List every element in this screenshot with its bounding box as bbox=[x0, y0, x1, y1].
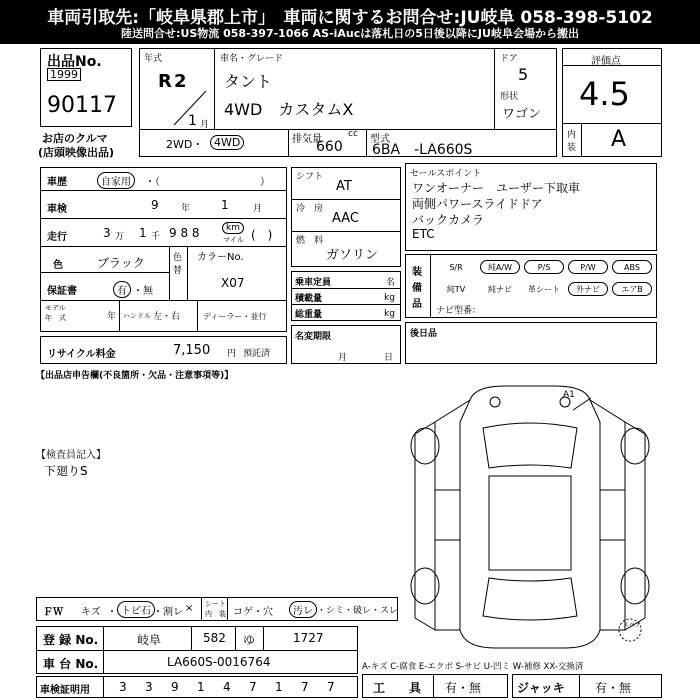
certificate-digit: 7 bbox=[249, 680, 257, 694]
equipment-box bbox=[405, 254, 657, 318]
fw-dot: ・ bbox=[153, 607, 163, 618]
equipment-item: 純TV bbox=[446, 285, 466, 294]
divider bbox=[292, 288, 400, 289]
model-code: 6BA -LA660S bbox=[372, 142, 473, 158]
shape-value: ワゴン bbox=[502, 107, 542, 122]
color-change-label: 色 bbox=[173, 253, 183, 263]
after-items-label: 後日品 bbox=[410, 329, 438, 339]
fw-item-crack: 割レ bbox=[163, 607, 183, 618]
score-box bbox=[562, 48, 662, 157]
model-year-label-2: 年 式 bbox=[45, 314, 66, 322]
tools-label: 工 具 bbox=[373, 681, 422, 695]
jack-value: 有・無 bbox=[595, 681, 632, 695]
vehicle-info-box bbox=[139, 48, 557, 130]
inspection-month: 1 bbox=[221, 198, 229, 212]
mileage-man: 3 bbox=[103, 226, 111, 240]
pickup-contact-line: 車両引取先:「岐阜県郡上市」 車両に関するお問合せ:JU岐阜 058-398-5102 bbox=[47, 8, 653, 28]
transport-contact-line: 陸送問合せ:US物流 058-397-1066 AS-iAucは落札日の5日後以降にJU岐阜会場から搬出 bbox=[121, 27, 579, 40]
divider bbox=[41, 190, 286, 191]
car-name: タント bbox=[224, 72, 273, 91]
drive-row bbox=[139, 129, 557, 157]
divider bbox=[169, 246, 170, 300]
model-year: 2 bbox=[174, 71, 187, 92]
model-year-unit: 年 bbox=[107, 312, 117, 322]
mileage-man-unit: 万 bbox=[115, 232, 125, 242]
score-label: 評価点 bbox=[591, 56, 621, 67]
mileage-label: 走行 bbox=[47, 232, 67, 243]
divider bbox=[292, 199, 400, 200]
certificate-digit: 1 bbox=[275, 680, 283, 694]
divider bbox=[494, 49, 495, 129]
equipment-item: 外ナビ bbox=[568, 282, 608, 296]
jack-label: ジャッキ bbox=[517, 681, 565, 695]
divider bbox=[201, 598, 202, 620]
sheet-label-2: 内 装 bbox=[205, 610, 226, 618]
fw-dot: ・ bbox=[107, 607, 117, 618]
registration-box bbox=[36, 626, 358, 674]
divider bbox=[288, 130, 289, 156]
mileage-sen: 1 bbox=[139, 226, 147, 240]
lot-sub-number: 1999 bbox=[47, 68, 81, 81]
shape-label: 形状 bbox=[500, 92, 519, 102]
divider bbox=[214, 49, 215, 129]
exhibitor-notes-label: 【出品店申告欄(不良箇所・欠品・注意事項等)】 bbox=[36, 371, 234, 381]
divider bbox=[41, 218, 286, 219]
certificate-digit: 7 bbox=[301, 680, 309, 694]
divider bbox=[366, 130, 367, 156]
shop-note: お店のクルマ bbox=[42, 132, 108, 145]
divider bbox=[292, 304, 400, 305]
interior-label: 内 bbox=[567, 130, 577, 140]
sheet-items: コゲ・穴 bbox=[233, 607, 273, 618]
history-box bbox=[40, 167, 287, 332]
reg-label: 登 録 No. bbox=[43, 633, 99, 647]
divider bbox=[41, 272, 169, 273]
fw-item: キズ bbox=[81, 607, 101, 618]
divider bbox=[103, 677, 104, 697]
model-year-label: モデル bbox=[45, 304, 66, 312]
handle-label: ハンドル bbox=[123, 312, 151, 320]
warranty-label: 保証書 bbox=[47, 286, 77, 297]
divider bbox=[227, 598, 228, 620]
history-private: 自家用 bbox=[97, 172, 135, 189]
model-label: 型式 bbox=[370, 134, 390, 145]
month-unit: 月 bbox=[200, 120, 210, 130]
divider bbox=[563, 123, 661, 124]
capacity-box bbox=[291, 271, 401, 321]
ac-label: 冷 房 bbox=[296, 204, 324, 214]
displacement-value: 660 bbox=[316, 139, 343, 155]
warranty-yes-selected: 有 bbox=[113, 281, 131, 298]
sales-points-label: セールスポイント bbox=[410, 169, 482, 179]
certificate-label: 車検証明用 bbox=[40, 685, 90, 696]
model-month: 1 bbox=[188, 113, 197, 129]
divider bbox=[581, 123, 582, 156]
reg-kana: ゆ bbox=[243, 633, 256, 647]
inspection-year: 9 bbox=[151, 198, 159, 212]
gross-label: 総重量 bbox=[295, 310, 323, 320]
car-damage-diagram bbox=[395, 380, 665, 656]
displacement-label: 排気量 bbox=[292, 134, 322, 145]
fw-item-chip-selected: トビ石 bbox=[117, 601, 155, 618]
name-change-box bbox=[291, 325, 401, 364]
reg-number: 1727 bbox=[293, 631, 324, 645]
history-label: 車歴 bbox=[47, 177, 67, 188]
tools-box bbox=[362, 674, 508, 698]
divider bbox=[430, 255, 431, 317]
inspection-year-unit: 年 bbox=[181, 204, 191, 214]
lot-number: 90117 bbox=[47, 93, 117, 118]
mileage-paren: ( ) bbox=[251, 228, 273, 242]
sales-point-line: ワンオーナー ユーザー下取車 bbox=[412, 181, 581, 195]
certificate-digit: 4 bbox=[223, 680, 231, 694]
lot-label: 出品No. bbox=[47, 54, 102, 70]
equipment-label-3: 品 bbox=[412, 299, 422, 310]
after-items-box bbox=[405, 322, 657, 364]
name-change-month: 月 bbox=[338, 353, 348, 363]
load-unit: kg bbox=[384, 293, 395, 303]
mileage-sen-unit: 千 bbox=[151, 232, 161, 242]
ac-value: AAC bbox=[332, 211, 359, 226]
recycle-note: 預託済 bbox=[243, 349, 271, 359]
divider bbox=[235, 627, 236, 650]
auction-header bbox=[0, 0, 700, 44]
score-value: 4.5 bbox=[579, 75, 630, 113]
interior-label-2: 装 bbox=[567, 143, 577, 153]
certificate-digit: 3 bbox=[119, 680, 127, 694]
lot-number-box bbox=[40, 48, 132, 127]
spare-label: スペア bbox=[623, 622, 642, 629]
color-label: 色 bbox=[53, 260, 63, 271]
divider bbox=[103, 627, 104, 650]
inspector-note: 下廻りS bbox=[44, 464, 88, 478]
equipment-item: P/S bbox=[524, 260, 564, 274]
name-change-label: 名変期限 bbox=[295, 332, 332, 342]
displacement-unit: cc bbox=[348, 129, 358, 139]
divider bbox=[41, 300, 286, 301]
equipment-item: 純ナビ bbox=[488, 285, 512, 294]
certificate-digit: 3 bbox=[145, 680, 153, 694]
specs-box bbox=[291, 167, 401, 267]
inspection-label: 車検 bbox=[47, 204, 67, 215]
doors-value: 5 bbox=[518, 65, 529, 84]
drive-2wd: 2WD・ bbox=[166, 138, 204, 151]
reg-place: 岐阜 bbox=[137, 633, 162, 647]
sales-point-line: ETC bbox=[412, 227, 435, 241]
era: R bbox=[158, 71, 172, 92]
recycle-label: リサイクル料金 bbox=[47, 349, 116, 360]
sheet-label: シート bbox=[205, 600, 226, 608]
sheet-dirt-selected: 汚レ bbox=[289, 601, 317, 618]
divider bbox=[103, 650, 104, 673]
certificate-digit: 1 bbox=[197, 680, 205, 694]
color-change-label-2: 替 bbox=[173, 266, 183, 276]
inspection-month-unit: 月 bbox=[253, 204, 263, 214]
chassis-number: LA660S-0016764 bbox=[167, 655, 271, 669]
equipment-item: S/R bbox=[449, 263, 463, 272]
interior-score: A bbox=[611, 127, 627, 152]
divider bbox=[197, 300, 198, 331]
navi-model-label: ナビ型番： bbox=[436, 306, 482, 316]
recycle-value: 7,150 bbox=[173, 343, 211, 358]
divider bbox=[119, 300, 120, 331]
divider bbox=[41, 246, 286, 247]
year-label: 年式 bbox=[144, 54, 163, 64]
equipment-item: エアB bbox=[612, 282, 652, 296]
mileage-mile: マイル bbox=[223, 236, 244, 244]
dealer-label: ディーラー・並行 bbox=[203, 312, 267, 321]
gross-unit: kg bbox=[384, 309, 395, 319]
car-grade: 4WD カスタムX bbox=[224, 100, 354, 119]
recycle-unit: 円 bbox=[227, 349, 237, 359]
handle-value: 左・右 bbox=[153, 312, 181, 322]
sales-point-line: バックカメラ bbox=[412, 213, 485, 227]
equipment-item: 革シート bbox=[528, 285, 560, 294]
fw-item-x: × bbox=[185, 603, 194, 614]
warranty-rest: ・無 bbox=[133, 286, 153, 297]
certificate-digit: 9 bbox=[171, 680, 179, 694]
jack-box bbox=[512, 674, 662, 698]
mileage-km-selected: km bbox=[222, 222, 244, 234]
color-value: ブラック bbox=[97, 256, 145, 270]
divider bbox=[187, 246, 188, 300]
doors-label: ドア bbox=[500, 54, 518, 64]
chassis-label: 車 台 No. bbox=[43, 657, 99, 671]
shop-note-sub: (店頭映像出品) bbox=[38, 146, 115, 159]
equipment-label-2: 備 bbox=[412, 283, 422, 294]
sheet-rest: ・シミ・破レ・スレ bbox=[317, 606, 399, 616]
shift-value: AT bbox=[336, 179, 352, 194]
color-no: X07 bbox=[221, 276, 245, 290]
inspector-label: 【検査員記入】 bbox=[36, 450, 106, 461]
history-rest: ・（ ） bbox=[145, 177, 270, 188]
color-no-label: カラーNo. bbox=[197, 252, 244, 263]
damage-legend: A-キズ C-腐食 E-エクボ S-サビ U-凹ミ W-補修 XX-交換済 bbox=[362, 662, 584, 672]
divider bbox=[37, 650, 357, 651]
name-label: 車名・グレード bbox=[220, 54, 284, 64]
capacity-unit: 名 bbox=[386, 278, 396, 288]
divider bbox=[191, 627, 192, 650]
fw-label: ＦＷ bbox=[43, 607, 63, 618]
equipment-item: P/W bbox=[568, 260, 608, 274]
equipment-item: ABS bbox=[612, 260, 652, 274]
divider bbox=[579, 675, 580, 697]
load-label: 積載量 bbox=[295, 294, 323, 304]
divider bbox=[563, 65, 661, 66]
mileage-rest: 9 8 8 bbox=[169, 226, 200, 240]
name-change-day: 日 bbox=[384, 353, 394, 363]
sales-points-box bbox=[405, 163, 657, 251]
shift-label: シフト bbox=[296, 172, 324, 182]
equipment-item: 純A/W bbox=[480, 260, 520, 274]
recycle-box bbox=[40, 336, 287, 364]
divider bbox=[292, 231, 400, 232]
fuel-value: ガソリン bbox=[326, 248, 379, 263]
tools-value: 有・無 bbox=[445, 681, 482, 695]
sales-point-line: 両側パワースライドドア bbox=[412, 197, 543, 211]
divider bbox=[433, 675, 434, 697]
certificate-row bbox=[36, 676, 358, 698]
equipment-label: 装 bbox=[412, 267, 422, 278]
certificate-digit: 7 bbox=[327, 680, 335, 694]
divider bbox=[263, 627, 264, 650]
drive-4wd-selected: 4WD bbox=[210, 135, 244, 150]
capacity-label: 乗車定員 bbox=[295, 278, 332, 288]
fw-row bbox=[36, 597, 398, 621]
reg-class: 582 bbox=[203, 631, 226, 645]
damage-mark-a1: A1 bbox=[563, 390, 575, 400]
fuel-label: 燃 料 bbox=[296, 236, 324, 246]
